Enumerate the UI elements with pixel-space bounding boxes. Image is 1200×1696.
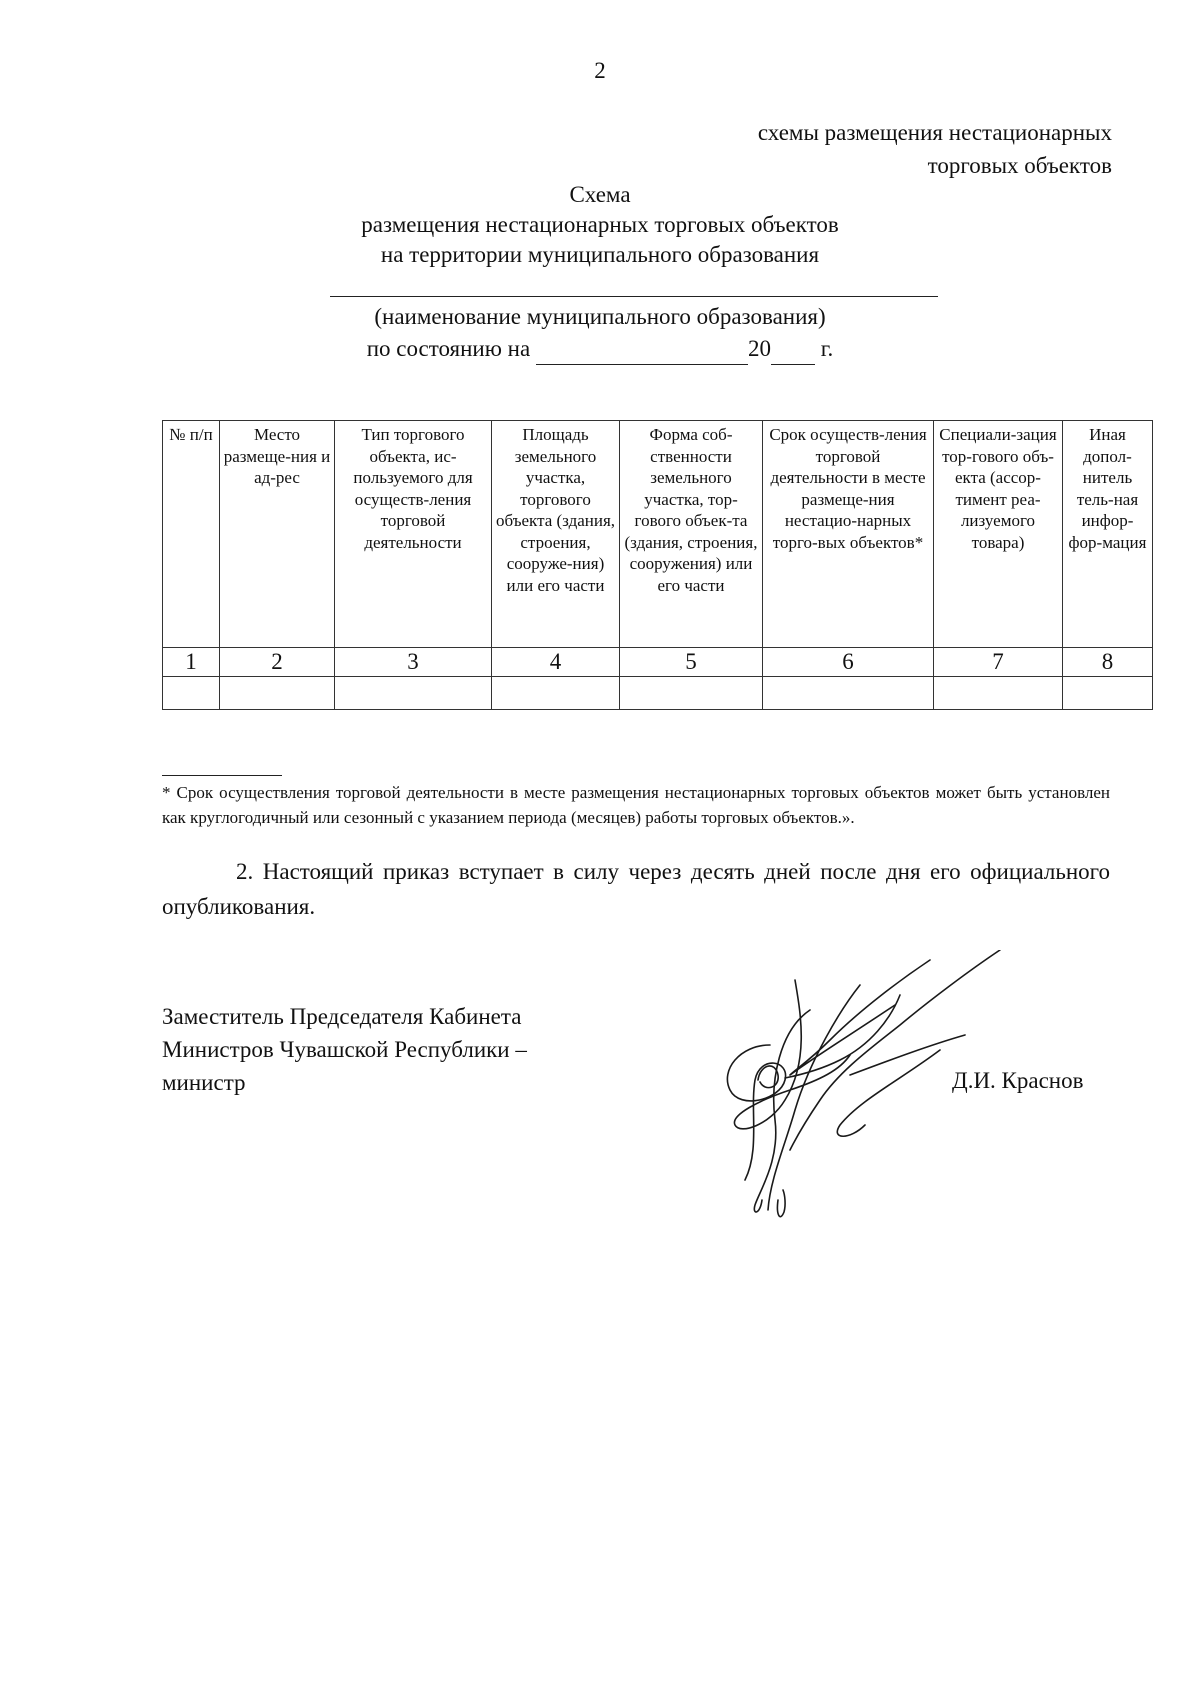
title-line: размещения нестационарных торговых объектов bbox=[361, 212, 839, 237]
column-number: 5 bbox=[620, 648, 763, 677]
year-suffix: г. bbox=[820, 336, 834, 361]
column-number: 4 bbox=[492, 648, 620, 677]
appendix-reference-line: торговых объектов bbox=[927, 153, 1112, 178]
municipality-name-caption: (наименование муниципального образования) bbox=[374, 304, 826, 329]
column-header: Площадь земельного участка, торгового объекта (здания, строения, сооруже-ния) или его части bbox=[492, 421, 620, 648]
table-cell bbox=[335, 677, 492, 710]
signer-position-line: Министров Чувашской Республики – bbox=[162, 1037, 527, 1062]
table-cell bbox=[934, 677, 1063, 710]
title-line: Схема bbox=[569, 182, 631, 207]
signer-position bbox=[162, 1000, 682, 1099]
column-number: 3 bbox=[335, 648, 492, 677]
column-number: 8 bbox=[1063, 648, 1153, 677]
body-paragraph: 2. Настоящий приказ вступает в силу через десять дней после дня его официального опубликования. bbox=[162, 859, 1110, 919]
table-cell bbox=[620, 677, 763, 710]
document-title bbox=[0, 180, 1200, 270]
table-cell bbox=[763, 677, 934, 710]
date-blank bbox=[536, 334, 748, 365]
municipality-name-blank bbox=[330, 296, 938, 297]
column-number: 7 bbox=[934, 648, 1063, 677]
signer-position-line: министр bbox=[162, 1070, 246, 1095]
column-header: № п/п bbox=[163, 421, 220, 648]
column-header: Форма соб-ственности земельного участка, тор-гового объек-та (здания, строения, сооружения) или его части bbox=[620, 421, 763, 648]
footnote: * Срок осуществления торговой деятельности в месте размещения нестационарных торговых объектов может быть установлен как круглогодичный или сезонный с указанием периода (месяцев) работы торговых объектов.». bbox=[162, 783, 1110, 827]
page-number: 2 bbox=[594, 58, 606, 83]
column-number: 2 bbox=[220, 648, 335, 677]
footnote-separator bbox=[162, 775, 282, 776]
table-cell bbox=[1063, 677, 1153, 710]
table-number-row bbox=[163, 648, 1153, 677]
appendix-reference bbox=[592, 116, 1112, 182]
appendix-reference-line: схемы размещения нестационарных bbox=[757, 120, 1112, 145]
column-header: Тип торгового объекта, ис-пользуемого для осуществ-ления торговой деятельности bbox=[335, 421, 492, 648]
table-cell bbox=[492, 677, 620, 710]
date-line bbox=[0, 334, 1200, 365]
column-number: 6 bbox=[763, 648, 934, 677]
title-line: на территории муниципального образования bbox=[380, 242, 820, 267]
signer-name: Д.И. Краснов bbox=[952, 1068, 1084, 1093]
column-number: 1 bbox=[163, 648, 220, 677]
date-prefix: по состоянию на bbox=[366, 336, 531, 361]
year-prefix: 20 bbox=[747, 336, 771, 361]
column-header: Иная допол-нитель тель-ная инфор-фор-мация bbox=[1063, 421, 1153, 648]
table-cell bbox=[220, 677, 335, 710]
column-header: Специали-зация тор-гового объ-екта (ассор-тимент реа-лизуемого товара) bbox=[934, 421, 1063, 648]
year-blank bbox=[771, 334, 815, 365]
column-header: Срок осуществ-ления торговой деятельности в месте размеще-ния нестацио-нарных торго-вых объектов* bbox=[763, 421, 934, 648]
signer-position-line: Заместитель Председателя Кабинета bbox=[162, 1004, 522, 1029]
column-header: Место размеще-ния и ад-рес bbox=[220, 421, 335, 648]
placement-schema-table bbox=[162, 420, 1153, 710]
table-header-row bbox=[163, 421, 1153, 648]
table-empty-row bbox=[163, 677, 1153, 710]
table-cell bbox=[163, 677, 220, 710]
